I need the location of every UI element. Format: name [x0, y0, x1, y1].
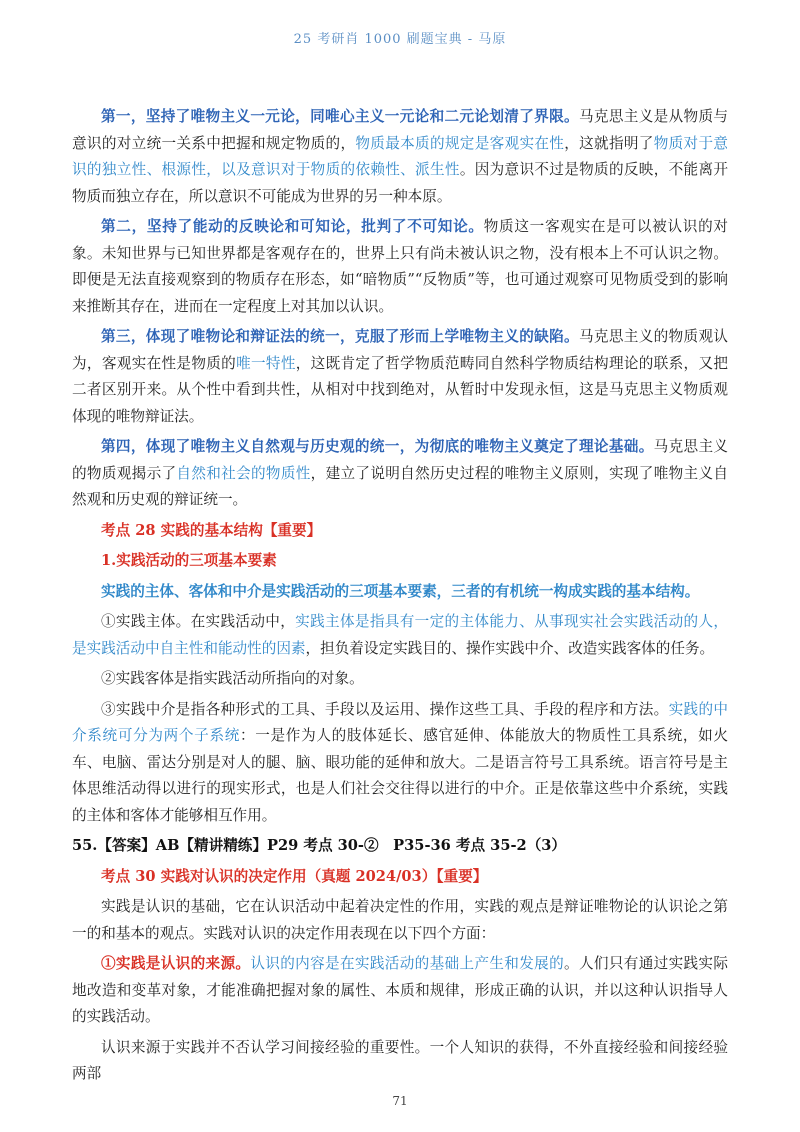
section-heading-kaodian-30: [72, 864, 728, 891]
page-content: [72, 104, 728, 1092]
text-run: ，建立了说明自然历史过程的唯物主义原则，实现了唯物主义自然观和历史观的辩证统一。: [72, 464, 728, 508]
paragraph-1: [72, 104, 728, 210]
key-statement: [72, 579, 728, 606]
point-3-heading: 第三，体现了唯物论和辩证法的统一，克服了形而上学唯物主义的缺陷。: [101, 328, 579, 345]
highlight-run: 实践的中介系统可分为两个子系统: [72, 700, 728, 744]
text-run: ②实践客体是指实践活动所指向的对象。: [101, 670, 364, 687]
highlight-run: 物质最本质的规定是客观实在性: [355, 134, 565, 152]
paragraph-practice-basis: [72, 894, 728, 947]
paragraph-medium: [72, 697, 728, 830]
paragraph-2: [72, 214, 728, 320]
text-run: ①实践主体。在实践活动中，: [101, 613, 296, 630]
text-run: ，担负着设定实践目的、操作实践中介、改造实践客体的任务。: [305, 639, 715, 657]
text-run: ，这就指明了: [564, 134, 654, 152]
highlight-run: 实践主体是指具有一定的主体能力、从事现实社会实践活动的人，是实践活动中自主性和能动性的因素: [72, 613, 728, 657]
highlight-run: 认识的内容是在实践活动的基础上产生和发展的: [250, 955, 565, 972]
text-run: 马克思主义是从物质与意识的对立统一关系中把握和规定物质的，: [72, 108, 728, 152]
text-run: 认识来源于实践并不否认学习间接经验的重要性。一个人知识的获得，不外直接经验和间接经验两部: [72, 1038, 728, 1082]
paragraph-object: [72, 666, 728, 693]
text-run: 物质这一客观实在是可以被认识的对象。未知世界与已知世界都是客观存在的，世界上只有尚未被认识之物，没有根本上不可认识之物。即便是无法直接观察到的物质存在形态，如“暗物质”“反物质”等，也可通过观察可见物质受到的影响来推断其存在，进而在一定程度上对其加以认识。: [72, 218, 728, 315]
text-run: 马克思主义的物质观揭示了: [72, 438, 728, 482]
paragraph-indirect-experience: [72, 1035, 728, 1088]
paragraph-practice-source: [72, 951, 728, 1031]
highlight-run: 物质对于意识的独立性、根源性，以及意识对于物质的依赖性、派生性: [72, 134, 728, 178]
answer-line: [72, 833, 728, 860]
highlight-run: 唯一特性: [236, 354, 296, 372]
text-run: ③实践中介是指各种形式的工具、手段以及运用、操作这些工具、手段的程序和方法。: [101, 700, 669, 718]
paragraph-subject: [72, 609, 728, 662]
answer-text: 55.【答案】AB【精讲精练】P29 考点 30-② P35-36 考点 35-2（3）: [72, 837, 567, 854]
section-heading-kaodian-28: [72, 518, 728, 545]
key-statement-text: 实践的主体、客体和中介是实践活动的三项基本要素，三者的有机统一构成实践的基本结构。: [101, 582, 700, 600]
text-run: 实践是认识的基础，它在认识活动中起着决定性的作用，实践的观点是辩证唯物论的认识论之第一的和基本的观点。实践对认识的决定作用表现在以下四个方面：: [72, 898, 728, 942]
text-run: 。因为意识不过是物质的反映，不能离开物质而独立存在，所以意识不可能成为世界的另一种本原。: [72, 161, 728, 205]
page-number: 71: [392, 1094, 408, 1108]
point-4-heading: 第四，体现了唯物主义自然观与历史观的统一，为彻底的唯物主义奠定了理论基础。: [101, 438, 654, 455]
text-run: ：一是作为人的肢体延长、感官延伸、体能放大的物质性工具系统，如火车、电脑、雷达分别是对人的腿、脑、眼功能的延伸和放大。二是语言符号工具系统。语言符号是主体思维活动得以进行的现实形式，也是人们社会交往得以进行的中介。正是依靠这些中介系统，实践的主体和客体才能够相互作用。: [72, 727, 728, 824]
point-1-heading: 第一，坚持了唯物主义一元论，同唯心主义一元论和二元论划清了界限。: [101, 108, 579, 125]
point-heading: ①实践是认识的来源。: [101, 955, 251, 972]
paragraph-3: [72, 324, 728, 430]
text-run: 马克思主义的物质观认为，客观实在性是物质的: [72, 328, 728, 372]
point-2-heading: 第二，坚持了能动的反映论和可知论，批判了不可知论。: [101, 218, 484, 235]
text-run: 。人们只有通过实践实际地改造和变革对象，才能准确把握对象的属性、本质和规律，形成正确的认识，并以这种认识指导人的实践活动。: [72, 955, 728, 1025]
page-header: 25 考研肖 1000 刷题宝典 - 马原: [293, 32, 507, 47]
subsection-title: 1.实践活动的三项基本要素: [101, 552, 277, 569]
highlight-run: 自然和社会的物质性: [176, 464, 311, 482]
paragraph-4: [72, 434, 728, 514]
text-run: ，这既肯定了哲学物质范畴同自然科学物质结构理论的联系，又把二者区别开来。从个性中看到共性，从相对中找到绝对，从暂时中发现永恒，这是马克思主义物质观体现的唯物辩证法。: [72, 354, 728, 425]
subsection-heading: [72, 548, 728, 575]
section-title: 考点 30 实践对认识的决定作用（真题 2024/03）【重要】: [101, 867, 488, 885]
section-title: 考点 28 实践的基本结构【重要】: [101, 521, 322, 539]
